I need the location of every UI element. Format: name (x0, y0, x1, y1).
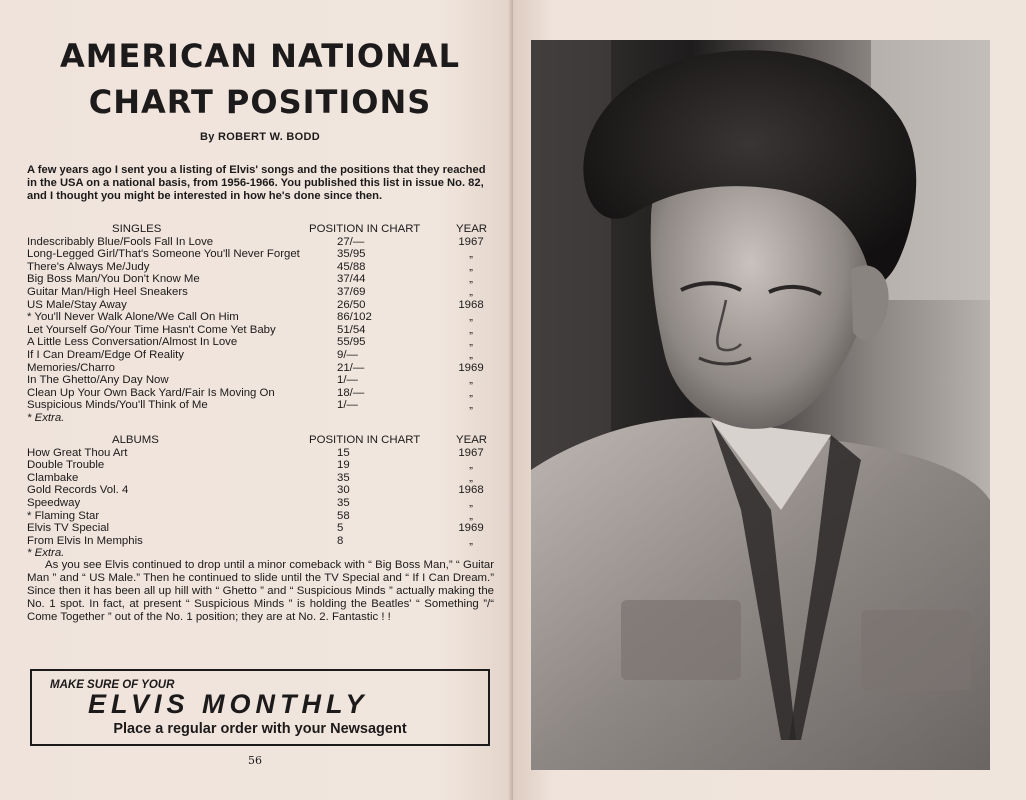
chart-position: 26/50 (337, 298, 366, 311)
singles-extra-note: * Extra. (27, 411, 65, 424)
album-title: Elvis TV Special (27, 522, 110, 535)
year: „ (469, 534, 473, 547)
chart-position: 51/54 (337, 323, 366, 336)
intro-paragraph: A few years ago I sent you a listing of Elvis' songs and the positions that they reached in the USA on a national basis, from 1956-1966. You published this list in issue No. 82, and I thought you might be interested in how he's done since then. (27, 164, 486, 202)
album-title: Double Trouble (27, 459, 105, 472)
chart-position: 9/— (337, 348, 358, 361)
song-title: Clean Up Your Own Back Yard/Fair Is Moving On (27, 386, 275, 399)
album-title: How Great Thou Art (27, 446, 128, 459)
chart-position: 1/— (337, 399, 358, 412)
singles-header-position: POSITION IN CHART (309, 223, 421, 235)
year: 1969 (458, 522, 484, 535)
table-row (27, 349, 495, 362)
table-row (27, 374, 495, 387)
table-row (27, 510, 495, 523)
chart-position: 37/44 (337, 273, 366, 286)
year: „ (469, 285, 473, 298)
year: „ (469, 323, 473, 336)
table-row (27, 311, 495, 324)
table-row (27, 447, 495, 460)
table-row (27, 324, 495, 337)
chart-position: 8 (337, 534, 344, 547)
table-row (27, 484, 495, 497)
song-title: If I Can Dream/Edge Of Reality (27, 348, 184, 361)
page-number: 56 (248, 754, 262, 767)
year: 1967 (458, 235, 484, 248)
singles-header-title: SINGLES (112, 223, 162, 235)
singles-header (27, 223, 495, 236)
year: „ (469, 471, 473, 484)
year: 1967 (458, 446, 484, 459)
song-title: Indescribably Blue/Fools Fall In Love (27, 235, 214, 248)
song-title: * You'll Never Walk Alone/We Call On Him (27, 311, 239, 324)
song-title: Suspicious Minds/You'll Think of Me (27, 399, 208, 412)
year: „ (469, 374, 473, 387)
albums-header-title: ALBUMS (112, 434, 159, 446)
year: „ (469, 399, 473, 412)
song-title: Big Boss Man/You Don't Know Me (27, 273, 200, 286)
year: „ (469, 509, 473, 522)
table-row (27, 286, 495, 299)
song-title: There's Always Me/Judy (27, 260, 150, 273)
album-title: * Flaming Star (27, 509, 100, 522)
table-row (27, 497, 495, 510)
song-title: A Little Less Conversation/Almost In Love (27, 336, 238, 349)
chart-position: 1/— (337, 374, 358, 387)
chart-position: 30 (337, 484, 350, 497)
advert-call-to-action: Place a regular order with your Newsagent (113, 721, 407, 737)
table-row (27, 248, 495, 261)
year: „ (469, 348, 473, 361)
closing-text: As you see Elvis continued to drop until a minor comeback with “ Big Boss Man,” “ Guitar Man ” and “ US Male.” Then he continued to slide until the TV Special and “ If I Can Dream.” Since then it has been all up hill with “ Ghetto ” and “ Suspicious Minds ” actually making the No. 1 spot. In fact, at present “ Suspicious Minds ” is holding the Beatles' “ Something ”/“ Come Together ” out of the No. 1 position; they are at No. 2. Fantastic ! ! (27, 559, 494, 623)
article-title-line2: CHART POSITIONS (88, 83, 432, 121)
song-title: US Male/Stay Away (27, 298, 127, 311)
advert-tagline: MAKE SURE OF YOUR (50, 679, 175, 691)
year: „ (469, 260, 473, 273)
table-row (27, 299, 495, 312)
year: „ (469, 386, 473, 399)
year: „ (469, 273, 473, 286)
song-title: Memories/Charro (27, 361, 115, 374)
albums-header-year: YEAR (456, 434, 488, 446)
chart-position: 5 (337, 522, 344, 535)
table-row (27, 522, 495, 535)
table-row (27, 273, 495, 286)
portrait-illustration (531, 40, 990, 770)
chart-position: 86/102 (337, 311, 372, 324)
album-title: Clambake (27, 471, 79, 484)
chart-position: 21/— (337, 361, 365, 374)
chart-position: 58 (337, 509, 350, 522)
table-row (27, 336, 495, 349)
table-row (27, 399, 495, 412)
table-row (27, 362, 495, 375)
chart-position: 35/95 (337, 248, 366, 261)
article-title-line1: AMERICAN NATIONAL (59, 37, 461, 75)
year: „ (469, 336, 473, 349)
table-row (27, 236, 495, 249)
song-title: Let Yourself Go/Your Time Hasn't Come Yet Baby (27, 323, 276, 336)
chart-position: 37/69 (337, 285, 366, 298)
elvis-portrait-photo (531, 40, 990, 770)
albums-header (27, 434, 495, 447)
albums-header-position: POSITION IN CHART (309, 434, 421, 446)
byline: By ROBERT W. BODD (200, 131, 320, 143)
singles-header-year: YEAR (456, 223, 488, 235)
album-title: Gold Records Vol. 4 (27, 484, 129, 497)
chart-position: 35 (337, 496, 350, 509)
chart-position: 27/— (337, 235, 365, 248)
albums-table (27, 434, 495, 560)
song-title: In The Ghetto/Any Day Now (27, 374, 169, 387)
table-row (27, 387, 495, 400)
year: „ (469, 248, 473, 261)
chart-position: 35 (337, 471, 350, 484)
chart-position: 15 (337, 446, 350, 459)
singles-table (27, 223, 495, 425)
album-title: From Elvis In Memphis (27, 534, 143, 547)
year: „ (469, 496, 473, 509)
song-title: Guitar Man/High Heel Sneakers (27, 285, 188, 298)
albums-extra-note: * Extra. (27, 547, 65, 560)
chart-position: 19 (337, 459, 350, 472)
table-row (27, 472, 495, 485)
year: „ (469, 311, 473, 324)
year: 1969 (458, 361, 484, 374)
year: 1968 (458, 298, 484, 311)
table-row (27, 535, 495, 548)
chart-position: 55/95 (337, 336, 366, 349)
year: „ (469, 459, 473, 472)
chart-position: 45/88 (337, 260, 366, 273)
song-title: Long-Legged Girl/That's Someone You'll Never Forget (27, 248, 300, 261)
elvis-monthly-advert (30, 669, 490, 746)
chart-position: 18/— (337, 386, 365, 399)
closing-paragraph (27, 559, 494, 624)
year: 1968 (458, 484, 484, 497)
album-title: Speedway (27, 496, 81, 509)
table-row (27, 459, 495, 472)
table-row (27, 261, 495, 274)
advert-masthead: ELVIS MONTHLY (88, 689, 369, 719)
